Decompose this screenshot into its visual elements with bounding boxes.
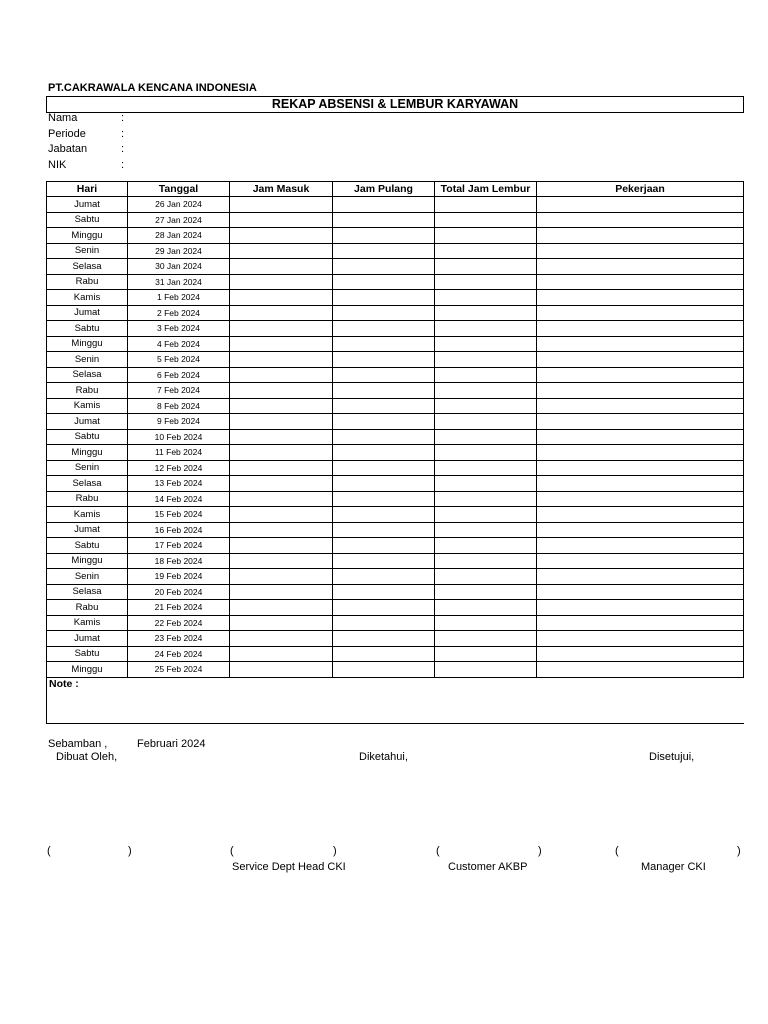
hari-cell: Kamis	[47, 290, 128, 306]
pekerjaan-cell	[537, 460, 744, 476]
signature-close-paren: )	[737, 845, 741, 857]
signature-close-paren: )	[128, 845, 132, 857]
total-jam-lembur-cell	[435, 584, 537, 600]
column-header-jam-pulang: Jam Pulang	[333, 182, 435, 197]
hari-cell: Sabtu	[47, 212, 128, 228]
jam-pulang-cell	[333, 553, 435, 569]
tanggal-cell: 25 Feb 2024	[128, 662, 230, 678]
pekerjaan-cell	[537, 290, 744, 306]
tanggal-cell: 9 Feb 2024	[128, 414, 230, 430]
tanggal-cell: 1 Feb 2024	[128, 290, 230, 306]
jam-masuk-cell	[230, 569, 333, 585]
signature-open-paren: (	[47, 845, 51, 857]
hari-cell: Jumat	[47, 414, 128, 430]
jam-pulang-cell	[333, 491, 435, 507]
jam-pulang-cell	[333, 321, 435, 337]
signature-open-paren: (	[230, 845, 234, 857]
column-header-tanggal: Tanggal	[128, 182, 230, 197]
total-jam-lembur-cell	[435, 460, 537, 476]
tanggal-cell: 17 Feb 2024	[128, 538, 230, 554]
signature-open-paren: (	[436, 845, 440, 857]
tanggal-cell: 6 Feb 2024	[128, 367, 230, 383]
made-by-label: Dibuat Oleh,	[56, 751, 118, 763]
tanggal-cell: 16 Feb 2024	[128, 522, 230, 538]
company-name: PT.CAKRAWALA KENCANA INDONESIA	[48, 82, 257, 94]
table-row	[47, 259, 744, 275]
hari-cell: Jumat	[47, 305, 128, 321]
jam-masuk-cell	[230, 491, 333, 507]
tanggal-cell: 22 Feb 2024	[128, 615, 230, 631]
tanggal-cell: 19 Feb 2024	[128, 569, 230, 585]
info-separator: :	[121, 159, 125, 171]
jam-pulang-cell	[333, 429, 435, 445]
jam-pulang-cell	[333, 336, 435, 352]
total-jam-lembur-cell	[435, 662, 537, 678]
table-row	[47, 553, 744, 569]
jam-masuk-cell	[230, 367, 333, 383]
sign-month: Februari 2024	[137, 738, 206, 750]
signer-manager: Manager CKI	[641, 861, 706, 873]
info-nik	[48, 159, 124, 171]
total-jam-lembur-cell	[435, 414, 537, 430]
signature-close-paren: )	[538, 845, 542, 857]
jam-masuk-cell	[230, 522, 333, 538]
jam-masuk-cell	[230, 414, 333, 430]
table-row	[47, 212, 744, 228]
total-jam-lembur-cell	[435, 476, 537, 492]
jam-pulang-cell	[333, 383, 435, 399]
jam-masuk-cell	[230, 646, 333, 662]
table-row	[47, 538, 744, 554]
pekerjaan-cell	[537, 507, 744, 523]
hari-cell: Senin	[47, 352, 128, 368]
pekerjaan-cell	[537, 662, 744, 678]
signer-service-dept-head: Service Dept Head CKI	[232, 861, 346, 873]
hari-cell: Kamis	[47, 507, 128, 523]
jam-masuk-cell	[230, 476, 333, 492]
total-jam-lembur-cell	[435, 631, 537, 647]
jam-pulang-cell	[333, 646, 435, 662]
hari-cell: Jumat	[47, 522, 128, 538]
jam-masuk-cell	[230, 398, 333, 414]
table-row	[47, 383, 744, 399]
table-row	[47, 476, 744, 492]
column-header-pekerjaan: Pekerjaan	[537, 182, 744, 197]
pekerjaan-cell	[537, 584, 744, 600]
jam-pulang-cell	[333, 228, 435, 244]
jam-pulang-cell	[333, 476, 435, 492]
hari-cell: Minggu	[47, 553, 128, 569]
jam-pulang-cell	[333, 445, 435, 461]
jam-masuk-cell	[230, 600, 333, 616]
tanggal-cell: 29 Jan 2024	[128, 243, 230, 259]
pekerjaan-cell	[537, 228, 744, 244]
tanggal-cell: 13 Feb 2024	[128, 476, 230, 492]
total-jam-lembur-cell	[435, 259, 537, 275]
hari-cell: Rabu	[47, 600, 128, 616]
signer-customer: Customer AKBP	[448, 861, 528, 873]
note-box	[46, 678, 744, 724]
tanggal-cell: 20 Feb 2024	[128, 584, 230, 600]
total-jam-lembur-cell	[435, 429, 537, 445]
table-row	[47, 646, 744, 662]
jam-pulang-cell	[333, 631, 435, 647]
pekerjaan-cell	[537, 553, 744, 569]
pekerjaan-cell	[537, 522, 744, 538]
jam-masuk-cell	[230, 352, 333, 368]
table-row	[47, 367, 744, 383]
tanggal-cell: 28 Jan 2024	[128, 228, 230, 244]
table-row	[47, 491, 744, 507]
pekerjaan-cell	[537, 646, 744, 662]
jam-masuk-cell	[230, 460, 333, 476]
tanggal-cell: 3 Feb 2024	[128, 321, 230, 337]
table-row	[47, 615, 744, 631]
jam-pulang-cell	[333, 569, 435, 585]
tanggal-cell: 14 Feb 2024	[128, 491, 230, 507]
hari-cell: Rabu	[47, 491, 128, 507]
form-title: REKAP ABSENSI & LEMBUR KARYAWAN	[46, 96, 744, 113]
jam-masuk-cell	[230, 631, 333, 647]
signature-open-paren: (	[615, 845, 619, 857]
jam-masuk-cell	[230, 336, 333, 352]
tanggal-cell: 8 Feb 2024	[128, 398, 230, 414]
info-label: Jabatan	[48, 143, 88, 155]
table-row	[47, 197, 744, 213]
total-jam-lembur-cell	[435, 228, 537, 244]
tanggal-cell: 5 Feb 2024	[128, 352, 230, 368]
tanggal-cell: 27 Jan 2024	[128, 212, 230, 228]
table-row	[47, 662, 744, 678]
approved-label: Disetujui,	[649, 751, 695, 763]
total-jam-lembur-cell	[435, 538, 537, 554]
table-row	[47, 507, 744, 523]
total-jam-lembur-cell	[435, 491, 537, 507]
pekerjaan-cell	[537, 321, 744, 337]
pekerjaan-cell	[537, 491, 744, 507]
tanggal-cell: 31 Jan 2024	[128, 274, 230, 290]
hari-cell: Sabtu	[47, 538, 128, 554]
pekerjaan-cell	[537, 243, 744, 259]
tanggal-cell: 11 Feb 2024	[128, 445, 230, 461]
table-row	[47, 228, 744, 244]
pekerjaan-cell	[537, 538, 744, 554]
hari-cell: Jumat	[47, 197, 128, 213]
table-row	[47, 522, 744, 538]
signature-close-paren: )	[333, 845, 337, 857]
tanggal-cell: 30 Jan 2024	[128, 259, 230, 275]
jam-masuk-cell	[230, 243, 333, 259]
table-row	[47, 336, 744, 352]
table-row	[47, 631, 744, 647]
jam-pulang-cell	[333, 615, 435, 631]
jam-pulang-cell	[333, 212, 435, 228]
pekerjaan-cell	[537, 476, 744, 492]
jam-pulang-cell	[333, 600, 435, 616]
total-jam-lembur-cell	[435, 305, 537, 321]
table-row	[47, 600, 744, 616]
tanggal-cell: 4 Feb 2024	[128, 336, 230, 352]
table-row	[47, 321, 744, 337]
total-jam-lembur-cell	[435, 290, 537, 306]
jam-pulang-cell	[333, 460, 435, 476]
table-row	[47, 274, 744, 290]
sign-place: Sebamban ,	[48, 738, 108, 750]
hari-cell: Selasa	[47, 584, 128, 600]
total-jam-lembur-cell	[435, 398, 537, 414]
hari-cell: Minggu	[47, 445, 128, 461]
pekerjaan-cell	[537, 600, 744, 616]
jam-pulang-cell	[333, 259, 435, 275]
pekerjaan-cell	[537, 445, 744, 461]
hari-cell: Rabu	[47, 383, 128, 399]
pekerjaan-cell	[537, 383, 744, 399]
jam-masuk-cell	[230, 553, 333, 569]
pekerjaan-cell	[537, 631, 744, 647]
pekerjaan-cell	[537, 429, 744, 445]
jam-masuk-cell	[230, 662, 333, 678]
table-row	[47, 445, 744, 461]
pekerjaan-cell	[537, 615, 744, 631]
hari-cell: Minggu	[47, 336, 128, 352]
total-jam-lembur-cell	[435, 367, 537, 383]
jam-masuk-cell	[230, 507, 333, 523]
table-row	[47, 352, 744, 368]
table-header-row	[47, 182, 744, 197]
column-header-hari: Hari	[47, 182, 128, 197]
hari-cell: Jumat	[47, 631, 128, 647]
jam-pulang-cell	[333, 352, 435, 368]
table-row	[47, 584, 744, 600]
jam-masuk-cell	[230, 445, 333, 461]
table-row	[47, 460, 744, 476]
total-jam-lembur-cell	[435, 383, 537, 399]
pekerjaan-cell	[537, 352, 744, 368]
pekerjaan-cell	[537, 336, 744, 352]
hari-cell: Rabu	[47, 274, 128, 290]
total-jam-lembur-cell	[435, 243, 537, 259]
hari-cell: Senin	[47, 243, 128, 259]
tanggal-cell: 2 Feb 2024	[128, 305, 230, 321]
hari-cell: Kamis	[47, 398, 128, 414]
note-label: Note :	[49, 678, 79, 690]
acknowledged-label: Diketahui,	[359, 751, 408, 763]
hari-cell: Minggu	[47, 662, 128, 678]
attendance-table	[46, 181, 744, 678]
jam-pulang-cell	[333, 290, 435, 306]
pekerjaan-cell	[537, 569, 744, 585]
tanggal-cell: 18 Feb 2024	[128, 553, 230, 569]
column-header-total-jam-lembur: Total Jam Lembur	[435, 182, 537, 197]
info-nama	[48, 112, 124, 124]
jam-pulang-cell	[333, 274, 435, 290]
jam-pulang-cell	[333, 507, 435, 523]
jam-pulang-cell	[333, 522, 435, 538]
hari-cell: Senin	[47, 569, 128, 585]
jam-pulang-cell	[333, 305, 435, 321]
table-row	[47, 305, 744, 321]
jam-masuk-cell	[230, 274, 333, 290]
total-jam-lembur-cell	[435, 197, 537, 213]
table-row	[47, 398, 744, 414]
jam-masuk-cell	[230, 538, 333, 554]
hari-cell: Selasa	[47, 259, 128, 275]
pekerjaan-cell	[537, 367, 744, 383]
pekerjaan-cell	[537, 197, 744, 213]
jam-pulang-cell	[333, 398, 435, 414]
jam-masuk-cell	[230, 383, 333, 399]
tanggal-cell: 7 Feb 2024	[128, 383, 230, 399]
info-label: Nama	[48, 112, 78, 124]
total-jam-lembur-cell	[435, 522, 537, 538]
jam-pulang-cell	[333, 197, 435, 213]
tanggal-cell: 12 Feb 2024	[128, 460, 230, 476]
info-separator: :	[121, 128, 125, 140]
total-jam-lembur-cell	[435, 507, 537, 523]
total-jam-lembur-cell	[435, 321, 537, 337]
column-header-jam-masuk: Jam Masuk	[230, 182, 333, 197]
table-row	[47, 429, 744, 445]
tanggal-cell: 21 Feb 2024	[128, 600, 230, 616]
hari-cell: Selasa	[47, 367, 128, 383]
total-jam-lembur-cell	[435, 600, 537, 616]
hari-cell: Senin	[47, 460, 128, 476]
pekerjaan-cell	[537, 274, 744, 290]
total-jam-lembur-cell	[435, 615, 537, 631]
total-jam-lembur-cell	[435, 274, 537, 290]
jam-pulang-cell	[333, 243, 435, 259]
pekerjaan-cell	[537, 259, 744, 275]
jam-pulang-cell	[333, 538, 435, 554]
tanggal-cell: 15 Feb 2024	[128, 507, 230, 523]
jam-pulang-cell	[333, 662, 435, 678]
jam-masuk-cell	[230, 615, 333, 631]
pekerjaan-cell	[537, 414, 744, 430]
hari-cell: Selasa	[47, 476, 128, 492]
total-jam-lembur-cell	[435, 646, 537, 662]
total-jam-lembur-cell	[435, 445, 537, 461]
jam-masuk-cell	[230, 305, 333, 321]
hari-cell: Kamis	[47, 615, 128, 631]
hari-cell: Minggu	[47, 228, 128, 244]
info-separator: :	[121, 143, 125, 155]
total-jam-lembur-cell	[435, 569, 537, 585]
jam-masuk-cell	[230, 228, 333, 244]
jam-masuk-cell	[230, 429, 333, 445]
table-row	[47, 414, 744, 430]
jam-masuk-cell	[230, 290, 333, 306]
tanggal-cell: 26 Jan 2024	[128, 197, 230, 213]
table-row	[47, 243, 744, 259]
jam-masuk-cell	[230, 321, 333, 337]
info-separator: :	[121, 112, 125, 124]
total-jam-lembur-cell	[435, 352, 537, 368]
total-jam-lembur-cell	[435, 553, 537, 569]
jam-pulang-cell	[333, 584, 435, 600]
pekerjaan-cell	[537, 398, 744, 414]
jam-masuk-cell	[230, 584, 333, 600]
jam-masuk-cell	[230, 197, 333, 213]
table-row	[47, 290, 744, 306]
table-row	[47, 569, 744, 585]
jam-pulang-cell	[333, 367, 435, 383]
jam-masuk-cell	[230, 212, 333, 228]
tanggal-cell: 10 Feb 2024	[128, 429, 230, 445]
jam-masuk-cell	[230, 259, 333, 275]
jam-pulang-cell	[333, 414, 435, 430]
total-jam-lembur-cell	[435, 212, 537, 228]
tanggal-cell: 24 Feb 2024	[128, 646, 230, 662]
total-jam-lembur-cell	[435, 336, 537, 352]
hari-cell: Sabtu	[47, 321, 128, 337]
hari-cell: Sabtu	[47, 429, 128, 445]
info-label: Periode	[48, 128, 86, 140]
pekerjaan-cell	[537, 212, 744, 228]
pekerjaan-cell	[537, 305, 744, 321]
info-periode	[48, 128, 124, 140]
tanggal-cell: 23 Feb 2024	[128, 631, 230, 647]
info-jabatan	[48, 143, 124, 155]
hari-cell: Sabtu	[47, 646, 128, 662]
info-label: NIK	[48, 159, 67, 171]
